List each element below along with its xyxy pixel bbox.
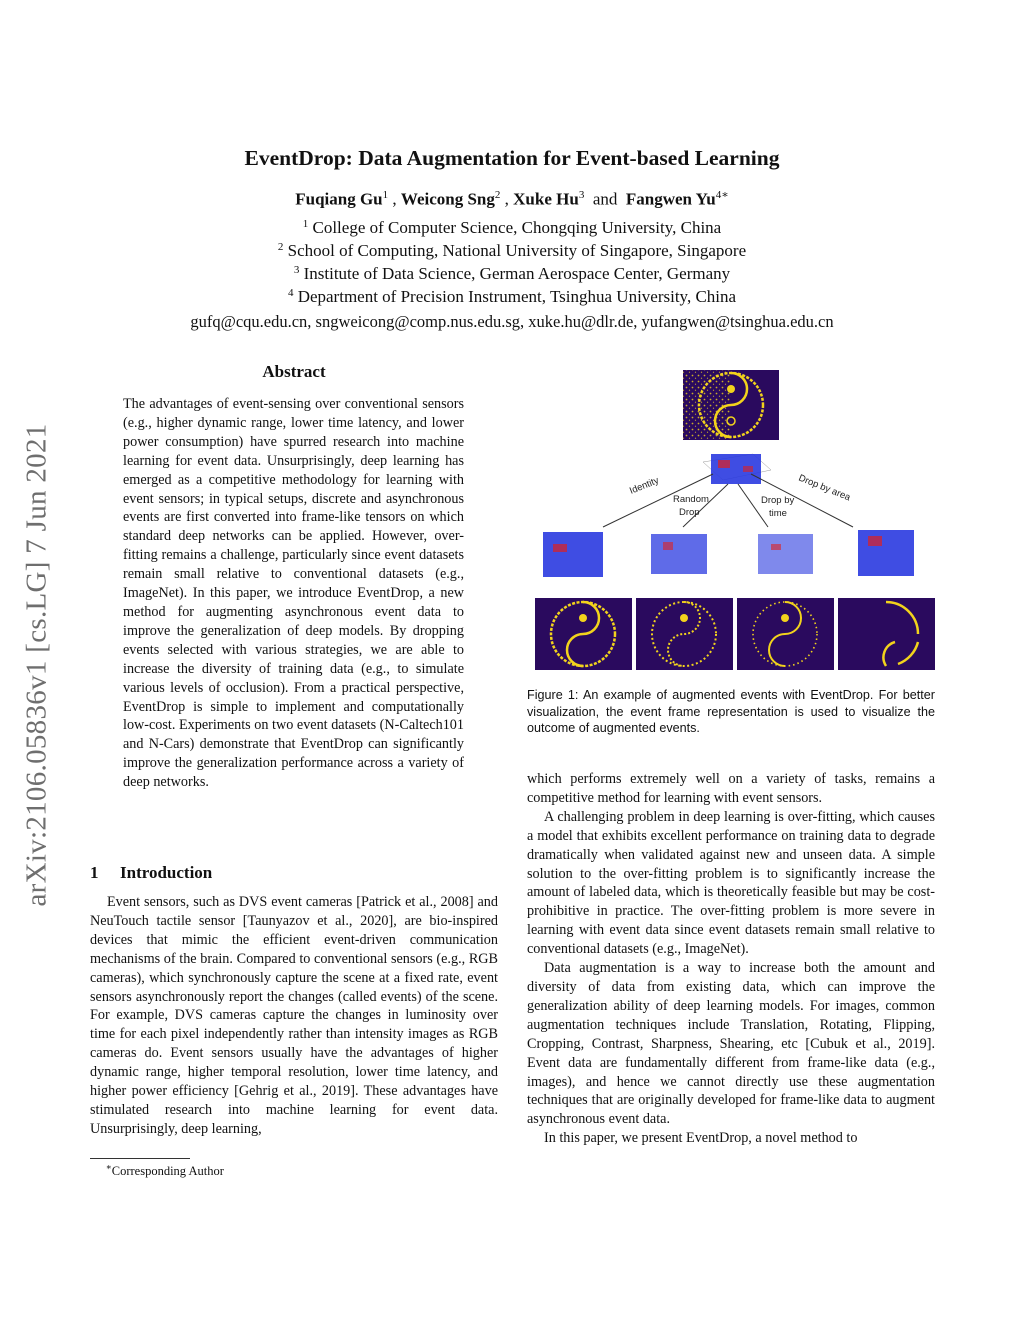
author-sup: 3 (578, 189, 585, 201)
author-sup: 2 (494, 189, 501, 201)
affiliation-3 (0, 264, 1024, 284)
author-emails: gufq@cqu.edu.cn, sngweicong@comp.nus.edu.sg, xuke.hu@dlr.de, yufangwen@tsinghua.edu.cn (190, 312, 834, 331)
augmented-event-frames (535, 598, 935, 670)
footnote-mark: ∗ (105, 1162, 112, 1172)
affiliation-4 (0, 287, 1024, 307)
author-sup: 1 (382, 189, 389, 201)
label-drop-by-time-1: Drop by (761, 495, 795, 506)
arxiv-stamp (12, 370, 62, 960)
figure-1 (523, 362, 935, 678)
affiliation-1 (0, 218, 1024, 238)
author-sep: , (392, 189, 397, 209)
top-event-frame (683, 370, 779, 440)
label-identity: Identity (628, 475, 661, 497)
footnote-text: Corresponding Author (111, 1164, 224, 1179)
footnote (90, 1162, 224, 1179)
affiliation-sup: 3 (293, 264, 300, 276)
intro-paragraph: Event sensors, such as DVS event cameras [Patrick et al., 2008] and NeuTouch tactile sensor [Taunyazov et al., 2020], are bio-inspired devices that mimic the efficient event-driven communication mechanisms of the brain. Compared to conventional sensors (e.g., RGB cameras), which synchronously capture the scene at a fixed rate, event sensors asynchronously report the changes (called events) of the scene. For example, DVS cameras capture the changes in luminosity over time for each pixel independently rather than intensity images as RGB cameras do. Event sensors usually have the advantages of higher dynamic range, higher temporal resolution, lower time latency, and higher power efficiency [Gehrig et al., 2019]. These advantages have stimulated research into machine learning for event data. Unsurprisingly, deep learning, (90, 894, 498, 1137)
affiliation-2 (0, 241, 1024, 261)
body-paragraph: A challenging problem in deep learning is over-fitting, which causes a model that exhibits excellent performance on training data to degrade dramatically when validated against new and unseen data. A simple solution to the over-fitting problem is to significantly increase the amount of labeled data, which is theoretically feasible but may be cost-prohibitive in practice. The over-fitting problem is more severe in learning with event data since event datasets remain small relative to conventional datasets (e.g., ImageNet). (527, 808, 935, 958)
section-heading (90, 863, 212, 883)
footnote-rule (90, 1158, 190, 1159)
section-number: 1 (90, 863, 99, 882)
label-random-drop-1: Random (673, 494, 709, 505)
label-drop-by-time-2: time (769, 508, 787, 519)
author-name: Fuqiang Gu (295, 189, 383, 209)
arxiv-stamp-text: arXiv:2106.05836v1 [cs.LG] 7 Jun 2021 (20, 423, 53, 907)
author-name: Xuke Hu (513, 189, 579, 209)
author-name: Weicong Sng (400, 189, 495, 209)
body-paragraph: which performs extremely well on a variety of tasks, remains a competitive method for learning with event sensors. (527, 771, 935, 806)
author-and: and (592, 189, 618, 209)
author-name: Fangwen Yu (625, 189, 716, 209)
author-sup: 4∗ (715, 189, 729, 201)
intro-body (90, 893, 498, 1139)
affiliation-text: Department of Precision Instrument, Tsinghua University, China (297, 287, 737, 306)
affiliation-sup: 2 (277, 241, 284, 253)
author-list (0, 188, 1024, 210)
affiliation-text: School of Computing, National University of Singapore, Singapore (287, 241, 747, 260)
affiliation-text: Institute of Data Science, German Aerospace Center, Germany (303, 264, 731, 283)
section-title: Introduction (120, 863, 213, 882)
figure-caption: Figure 1: An example of augmented events with EventDrop. For better visualization, the event frame representation is used to visualize the outcome of augmented events. (527, 688, 935, 736)
body-paragraph: Data augmentation is a way to increase both the amount and diversity of data from existing data, which can improve the generalization ability of deep learning models. For images, common augmentation techniques include Translation, Rotating, Flipping, Cropping, Contrast, Sharpness, Shearing, etc [Cubuk et al., 2019]. Event data are fundamentally different from frame-like data (e.g., images), and hence we cannot directly use these augmentation techniques that are originally developed for frame-like data to augment asynchronous event data. (527, 960, 935, 1128)
paper-title: EventDrop: Data Augmentation for Event-based Learning (244, 146, 780, 170)
body-paragraph: In this paper, we present EventDrop, a novel method to (544, 1130, 858, 1147)
abstract-heading: Abstract (262, 362, 326, 381)
augmented-event-clouds (543, 530, 914, 577)
right-column-body (527, 770, 935, 1148)
abstract-paragraph: The advantages of event-sensing over conventional sensors (e.g., higher dynamic range, lower time latency, and lower power consumption) have spurred research into machine learning for event data. Unsurprisingly, deep learning has emerged as a competitive methodology for learning with event sensors; in typical setups, discrete and asynchronous events are first converted into frame-like tensors on which standard deep networks can be applied. However, over-fitting remains a challenge, particularly since event datasets remain small relative to conventional datasets (e.g., ImageNet). In this paper, we introduce EventDrop, a new method for augmenting asynchronous event data to improve the generalization of deep models. By dropping events selected with various strategies, we are able to increase the diversity of training data (e.g., to simulate various levels of occlusion). From a practical perspective, EventDrop is simple to implement and computationally low-cost. Experiments on two event datasets (N-Caltech101 and N-Cars) demonstrate that EventDrop can significantly improve the generalization performance across a variety of deep networks. (123, 396, 464, 791)
abstract-body (123, 395, 464, 792)
affiliation-text: College of Computer Science, Chongqing University, China (312, 218, 722, 237)
label-random-drop-2: Drop (679, 507, 700, 518)
label-drop-by-area: Drop by area (796, 472, 852, 504)
affiliation-sup: 1 (302, 218, 309, 230)
affiliation-sup: 4 (287, 287, 294, 299)
author-sep: , (504, 189, 509, 209)
